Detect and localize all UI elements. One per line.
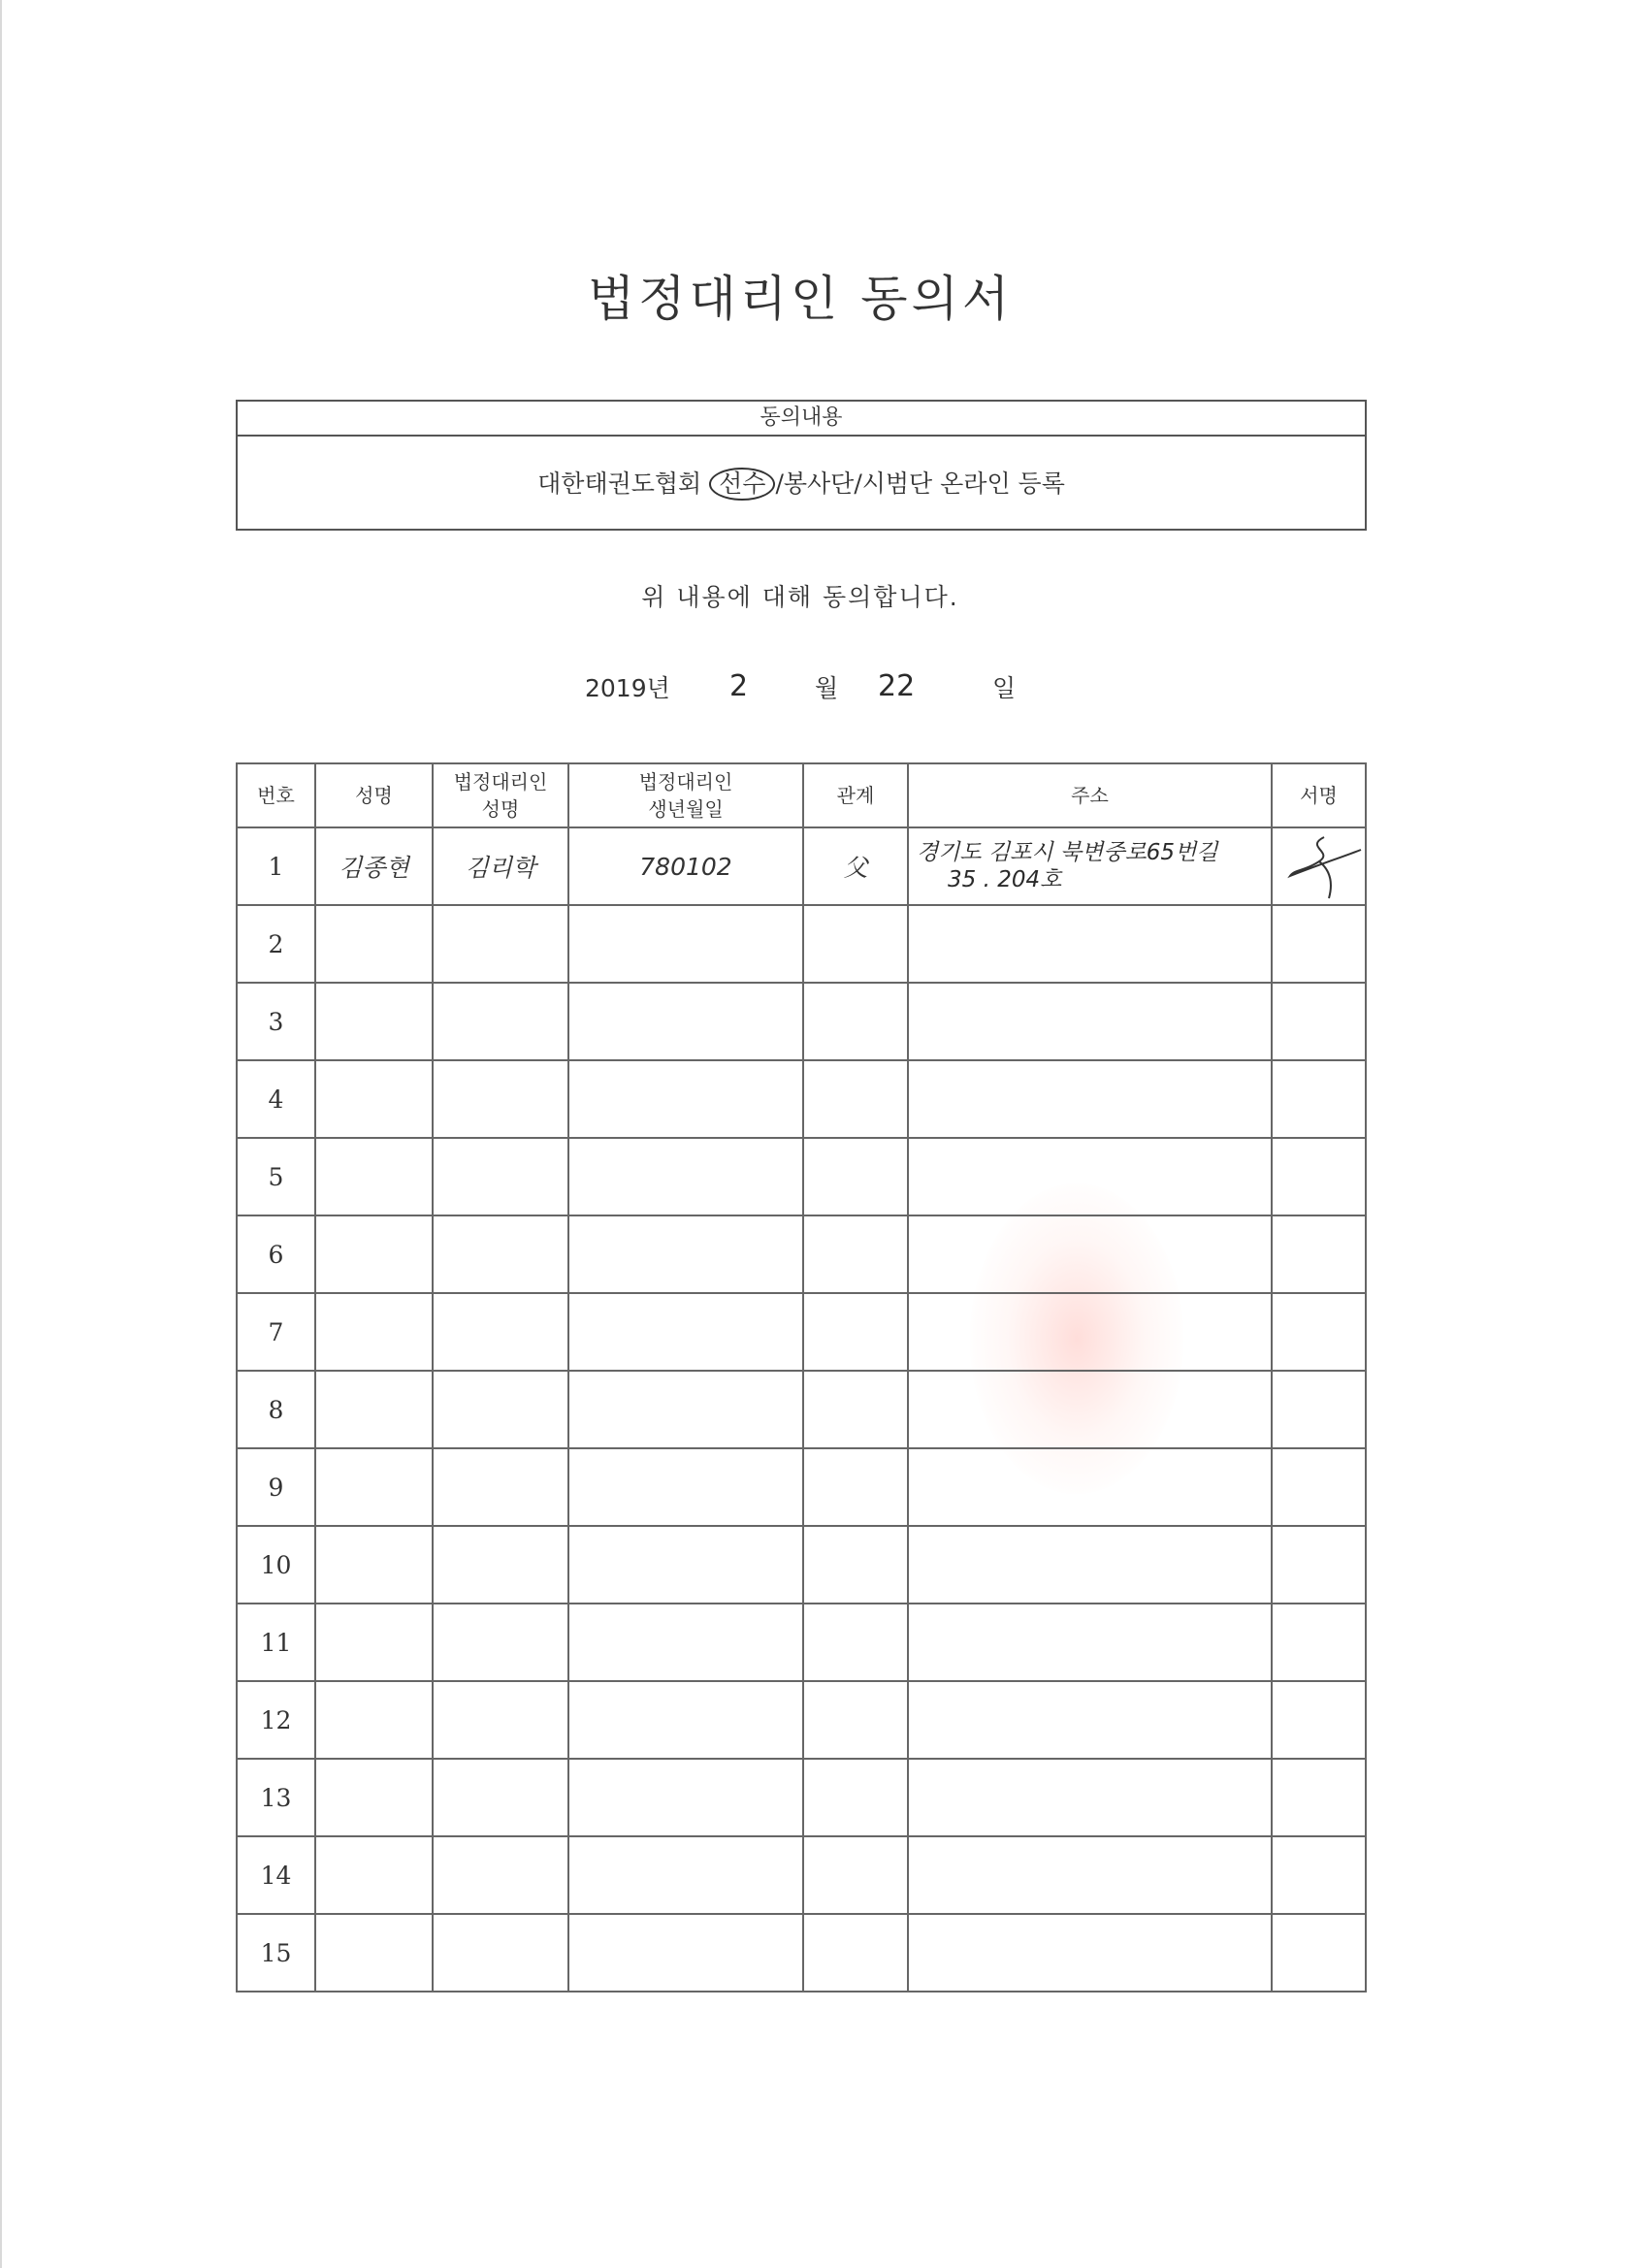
cell-relation	[803, 1914, 908, 1992]
cell-guardian-birth	[568, 1138, 803, 1215]
date-year: 2019년	[585, 674, 670, 702]
row-number: 5	[237, 1138, 315, 1215]
agree-statement: 위 내용에 대해 동의합니다.	[641, 583, 959, 611]
cell-address	[908, 1138, 1272, 1215]
header-signature: 서명	[1272, 763, 1366, 827]
cell-guardian-birth	[568, 1371, 803, 1448]
consent-header: 동의내용	[238, 402, 1365, 437]
cell-address	[908, 1681, 1272, 1759]
address-line-2: 35 . 204호	[948, 867, 1062, 892]
cell-signature	[1272, 1138, 1366, 1215]
cell-relation	[803, 1215, 908, 1293]
cell-relation	[803, 1060, 908, 1138]
document-title: 법정대리인 동의서	[587, 271, 1014, 327]
cell-signature	[1272, 1215, 1366, 1293]
cell-name	[315, 1215, 433, 1293]
table-row	[237, 1060, 1366, 1138]
cell-name	[315, 1604, 433, 1681]
cell-guardian-name	[433, 1836, 568, 1914]
header-no: 번호	[237, 763, 315, 827]
cell-address	[908, 1448, 1272, 1526]
date-day-unit: 일	[992, 674, 1017, 702]
header-address: 주소	[908, 763, 1272, 827]
table-row	[237, 1215, 1366, 1293]
cell-guardian-birth	[568, 1836, 803, 1914]
cell-guardian-name	[433, 1293, 568, 1371]
cell-guardian-name	[433, 1060, 568, 1138]
cell-name	[315, 1060, 433, 1138]
cell-name: 김종현	[315, 827, 433, 905]
row-number: 9	[237, 1448, 315, 1526]
table-row	[237, 983, 1366, 1060]
cell-relation	[803, 1293, 908, 1371]
cell-guardian-birth	[568, 1448, 803, 1526]
cell-name	[315, 1759, 433, 1836]
cell-name	[315, 905, 433, 983]
date-month-unit: 월	[815, 674, 839, 702]
row-number: 8	[237, 1371, 315, 1448]
cell-guardian-name	[433, 983, 568, 1060]
cell-guardian-name	[433, 1914, 568, 1992]
cell-relation	[803, 1836, 908, 1914]
cell-address	[908, 1914, 1272, 1992]
row-number: 2	[237, 905, 315, 983]
consent-content	[238, 437, 1365, 531]
cell-relation	[803, 1371, 908, 1448]
cell-guardian-name	[433, 1215, 568, 1293]
cell-name	[315, 1448, 433, 1526]
table-row	[237, 1526, 1366, 1604]
cell-relation	[803, 1138, 908, 1215]
table-row	[237, 905, 1366, 983]
cell-guardian-birth	[568, 983, 803, 1060]
cell-signature	[1272, 1681, 1366, 1759]
cell-guardian-birth	[568, 1215, 803, 1293]
row-number: 13	[237, 1759, 315, 1836]
cell-guardian-birth	[568, 1681, 803, 1759]
cell-guardian-name	[433, 1138, 568, 1215]
cell-signature	[1272, 1604, 1366, 1681]
consent-box	[236, 400, 1367, 531]
cell-name	[315, 1836, 433, 1914]
cell-relation	[803, 1526, 908, 1604]
cell-guardian-name	[433, 1604, 568, 1681]
cell-name	[315, 983, 433, 1060]
cell-address	[908, 1371, 1272, 1448]
cell-guardian-birth	[568, 1914, 803, 1992]
cell-address	[908, 827, 1272, 905]
table-row	[237, 1914, 1366, 1992]
cell-name	[315, 1138, 433, 1215]
cell-address	[908, 1215, 1272, 1293]
cell-signature	[1272, 905, 1366, 983]
row-number: 11	[237, 1604, 315, 1681]
cell-signature	[1272, 1836, 1366, 1914]
cell-relation	[803, 1759, 908, 1836]
cell-name	[315, 1914, 433, 1992]
cell-name	[315, 1293, 433, 1371]
cell-signature	[1272, 1060, 1366, 1138]
cell-signature	[1272, 1526, 1366, 1604]
table-row	[237, 1371, 1366, 1448]
table-row	[237, 827, 1366, 905]
cell-relation	[803, 1448, 908, 1526]
cell-guardian-birth	[568, 1759, 803, 1836]
date-day: 22	[878, 669, 916, 703]
header-relation: 관계	[803, 763, 908, 827]
consent-prefix: 대한태권도협회	[537, 470, 710, 498]
cell-guardian-name: 김리학	[433, 827, 568, 905]
cell-guardian-name	[433, 1371, 568, 1448]
cell-address	[908, 1060, 1272, 1138]
table-row	[237, 1681, 1366, 1759]
cell-address	[908, 1836, 1272, 1914]
consent-circled-option: 선수	[709, 468, 775, 501]
table-row	[237, 1293, 1366, 1371]
cell-guardian-birth	[568, 1293, 803, 1371]
cell-guardian-birth: 780102	[568, 827, 803, 905]
cell-guardian-name	[433, 905, 568, 983]
row-number: 1	[237, 827, 315, 905]
row-number: 10	[237, 1526, 315, 1604]
row-number: 4	[237, 1060, 315, 1138]
cell-signature	[1272, 983, 1366, 1060]
cell-guardian-birth	[568, 1526, 803, 1604]
header-guardian-birth: 법정대리인 생년월일	[568, 763, 803, 827]
cell-signature	[1272, 827, 1366, 905]
address-line-1: 경기도 김포시 북변중로65번길	[917, 840, 1218, 865]
cell-signature	[1272, 1914, 1366, 1992]
guardian-register-table	[236, 762, 1367, 1993]
cell-relation: 父	[803, 827, 908, 905]
header-guardian-name: 법정대리인 성명	[433, 763, 568, 827]
table-row	[237, 1836, 1366, 1914]
cell-address	[908, 1526, 1272, 1604]
header-name: 성명	[315, 763, 433, 827]
row-number: 3	[237, 983, 315, 1060]
cell-address	[908, 905, 1272, 983]
cell-guardian-name	[433, 1759, 568, 1836]
table-row	[237, 1138, 1366, 1215]
cell-relation	[803, 905, 908, 983]
cell-guardian-name	[433, 1526, 568, 1604]
cell-name	[315, 1681, 433, 1759]
row-number: 12	[237, 1681, 315, 1759]
table-row	[237, 1604, 1366, 1681]
cell-guardian-birth	[568, 1604, 803, 1681]
row-number: 15	[237, 1914, 315, 1992]
cell-relation	[803, 983, 908, 1060]
cell-signature	[1272, 1293, 1366, 1371]
date-month: 2	[729, 669, 749, 703]
consent-suffix: /봉사단/시범단 온라인 등록	[775, 470, 1065, 498]
table-header-row	[237, 763, 1366, 827]
cell-guardian-birth	[568, 1060, 803, 1138]
cell-name	[315, 1526, 433, 1604]
row-number: 6	[237, 1215, 315, 1293]
cell-address	[908, 983, 1272, 1060]
cell-name	[315, 1371, 433, 1448]
cell-address	[908, 1604, 1272, 1681]
row-number: 14	[237, 1836, 315, 1914]
row-number: 7	[237, 1293, 315, 1371]
cell-address	[908, 1293, 1272, 1371]
cell-address	[908, 1759, 1272, 1836]
cell-relation	[803, 1681, 908, 1759]
handwritten-signature	[1276, 832, 1363, 900]
table-row	[237, 1448, 1366, 1526]
cell-signature	[1272, 1371, 1366, 1448]
cell-guardian-name	[433, 1681, 568, 1759]
cell-guardian-birth	[568, 905, 803, 983]
cell-signature	[1272, 1448, 1366, 1526]
cell-guardian-name	[433, 1448, 568, 1526]
cell-relation	[803, 1604, 908, 1681]
cell-signature	[1272, 1759, 1366, 1836]
page-edge	[0, 0, 2, 2268]
table-row	[237, 1759, 1366, 1836]
